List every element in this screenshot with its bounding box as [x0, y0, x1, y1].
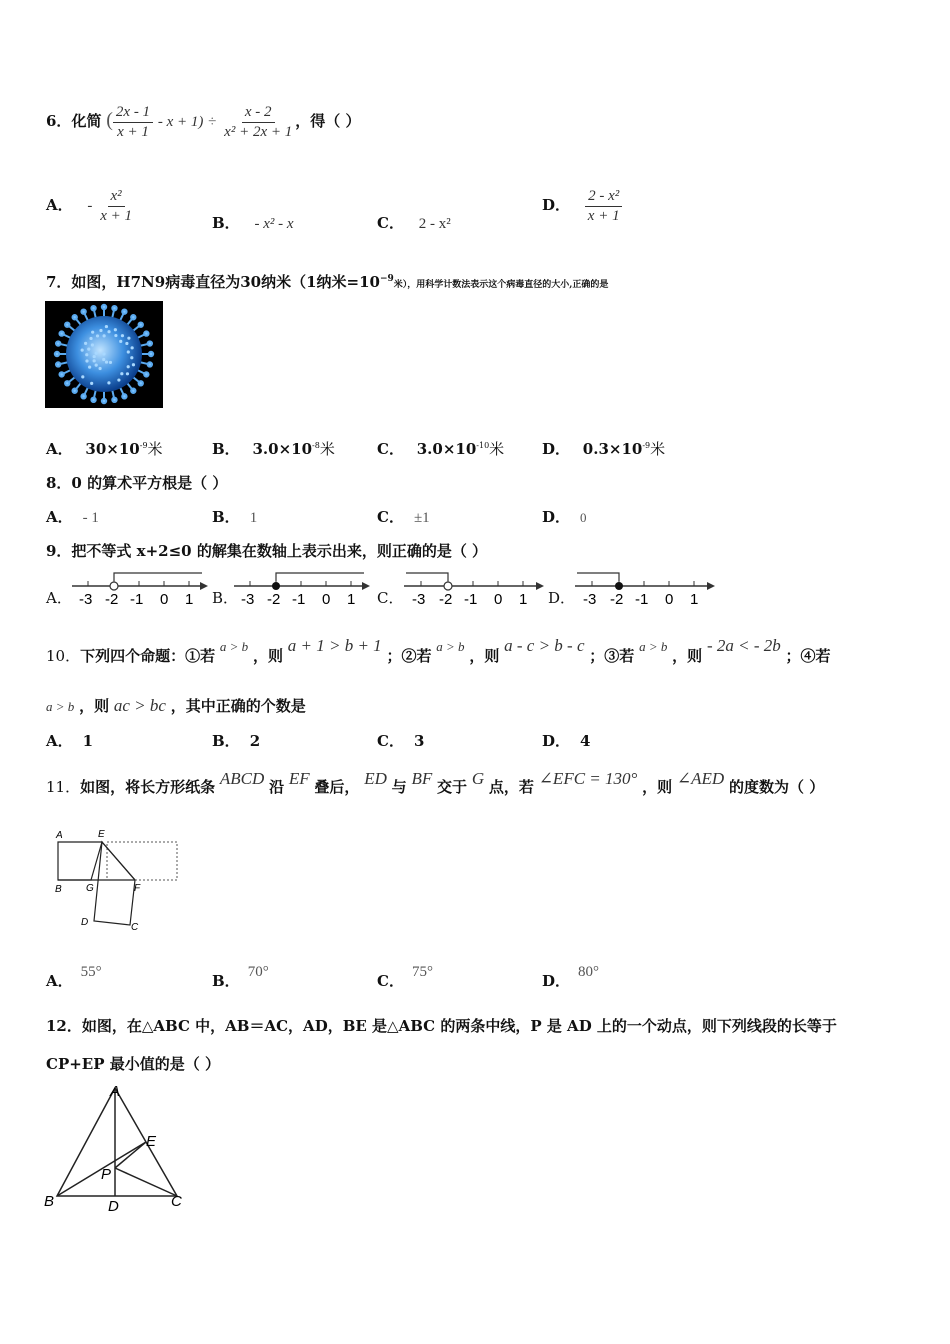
segment-pc: [115, 1168, 177, 1196]
virus-spike-tip: [148, 362, 152, 366]
q11-option-c[interactable]: C． 75°: [377, 964, 433, 990]
tick-label: -2: [439, 591, 453, 608]
virus-spike-tip: [65, 322, 69, 326]
tick-label: 0: [494, 591, 503, 608]
q6-fraction-2: $\frac{x - 2}{\text{x² + 2x + 1}}$: [224, 104, 293, 140]
virus-spike-tip: [144, 331, 148, 335]
virus-spike-tip: [72, 389, 76, 393]
tick-label: 0: [665, 591, 674, 608]
triangle-abc: [57, 1088, 177, 1196]
q7-option-a[interactable]: A． $30\times 10^{-9}$米: [46, 440, 163, 458]
closed-point: [272, 582, 280, 590]
virus-surface-dot: [102, 352, 105, 355]
virus-surface-dot: [93, 359, 96, 362]
virus-surface-dot: [127, 350, 130, 353]
virus-spike-tip: [91, 398, 95, 402]
q6-option-b[interactable]: B． - x² - x: [212, 214, 294, 232]
tick-label: -2: [267, 591, 281, 608]
label-a: A: [110, 1083, 121, 1100]
label-c: C: [171, 1193, 182, 1210]
virus-spike-tip: [144, 372, 148, 376]
tick-label: -1: [464, 591, 478, 608]
label-b: B: [55, 884, 62, 895]
virus-surface-dot: [99, 329, 102, 332]
virus-surface-dot: [114, 328, 117, 331]
virus-surface-dot: [132, 363, 135, 366]
q7-option-d[interactable]: D． $0.3\times 10^{-9}$米: [542, 440, 666, 458]
label-d: D: [108, 1198, 119, 1215]
tick-label: 1: [185, 591, 194, 608]
number-line-c[interactable]: [402, 566, 547, 608]
q8-option-b[interactable]: B． 1: [212, 508, 258, 526]
virus-spike-tip: [56, 341, 60, 345]
q6-option-c[interactable]: C． 2 - x²: [377, 214, 451, 232]
q10-option-a[interactable]: A． 1: [46, 732, 94, 750]
closed-point: [615, 582, 623, 590]
axis-arrow: [200, 582, 208, 590]
q8-option-d[interactable]: D． 0: [542, 508, 587, 526]
virus-surface-dot: [107, 381, 110, 384]
open-point: [110, 582, 118, 590]
q9-option-d-label[interactable]: D．: [548, 589, 576, 607]
tick-label: -3: [412, 591, 426, 608]
label-p: P: [101, 1166, 112, 1183]
virus-surface-dot: [87, 348, 90, 351]
virus-surface-dot: [121, 334, 124, 337]
virus-surface-dot: [91, 343, 94, 346]
virus-spike-tip: [131, 315, 135, 319]
rect-left-part: [58, 842, 102, 880]
virus-spike-tip: [102, 399, 106, 403]
q12-stem-line2: CP+EP 最小值的是（ ）: [46, 1055, 220, 1073]
virus-spike-tip: [122, 309, 126, 313]
virus-spike-tip: [112, 398, 116, 402]
q11-option-a[interactable]: A． 55°: [46, 964, 102, 990]
tick-label: 1: [519, 591, 528, 608]
virus-spike-tip: [131, 389, 135, 393]
q8-option-c[interactable]: C． ±1: [377, 508, 430, 526]
open-point: [444, 582, 452, 590]
virus-spike-tip: [59, 372, 63, 376]
tick-label: 0: [160, 591, 169, 608]
virus-surface-dot: [96, 334, 99, 337]
axis-arrow: [362, 582, 370, 590]
q6-fraction-1: $\frac{2x - 1}{x + 1}$: [113, 104, 153, 140]
q7-stem: 7．如图，H7N9病毒直径为30纳米（1纳米$=10^{-9}$米），用科学计数法表示这个病毒直径的大小,正确的是: [46, 273, 609, 291]
q10-stem-line2: a > b ，则 ac > bc ，其中正确的个数是: [46, 696, 306, 715]
label-e: E: [146, 1133, 157, 1150]
virus-surface-dot: [90, 382, 93, 385]
virus-surface-dot: [95, 364, 98, 367]
virus-spike-tip: [149, 352, 153, 356]
axis-arrow: [707, 582, 715, 590]
tick-label: 1: [690, 591, 699, 608]
solution-bracket: [276, 573, 364, 581]
original-strip-outline: [107, 842, 177, 880]
virus-surface-dot: [125, 342, 128, 345]
q6-stem: 6．化简 ( $\frac{2x - 1}{x + 1}$ - x + 1) ÷ $\frac{x - 2}{\text{x² + 2x + 1}}$ ，得（ ）: [46, 104, 361, 140]
tick-label: -1: [130, 591, 144, 608]
virus-spike-tip: [139, 322, 143, 326]
virus-surface-dot: [114, 334, 117, 337]
virus-surface-dot: [105, 325, 108, 328]
virus-spike-tip: [122, 394, 126, 398]
label-c: C: [131, 922, 139, 933]
virus-surface-dot: [103, 334, 106, 337]
virus-spike-tip: [139, 381, 143, 385]
q11-folded-paper-figure: [50, 826, 185, 936]
q10-option-c[interactable]: C． 3: [377, 732, 425, 750]
virus-surface-dot: [102, 358, 105, 361]
q11-option-d[interactable]: D． 80°: [542, 964, 600, 990]
q9-option-c-label[interactable]: C．: [377, 589, 404, 607]
virus-spike-tip: [81, 309, 85, 313]
q8-stem: 8．0 的算术平方根是（ ）: [46, 474, 228, 492]
q12-triangle-figure: [40, 1078, 190, 1218]
virus-surface-dot: [85, 353, 88, 356]
label-d: D: [81, 917, 89, 928]
label-g: G: [86, 883, 94, 894]
virus-spike-tip: [148, 341, 152, 345]
virus-surface-dot: [127, 337, 130, 340]
solution-bracket: [114, 573, 202, 581]
virus-surface-dot: [91, 331, 94, 334]
label-a: A: [56, 830, 63, 841]
number-line-b[interactable]: [232, 566, 372, 608]
virus-surface-dot: [81, 375, 84, 378]
virus-spike-tip: [59, 331, 63, 335]
virus-image: [45, 301, 163, 408]
virus-spike-tip: [72, 315, 76, 319]
number-line-a[interactable]: [70, 566, 210, 608]
virus-surface-dot: [99, 367, 102, 370]
virus-surface-dot: [88, 366, 91, 369]
segment-pe: [115, 1142, 146, 1168]
tick-label: 1: [347, 591, 356, 608]
tick-label: -3: [79, 591, 93, 608]
virus-surface-dot: [130, 356, 133, 359]
virus-surface-dot: [95, 352, 98, 355]
virus-surface-dot: [131, 346, 134, 349]
q7-option-c[interactable]: C． $3.0\times 10^{-10}$米: [377, 440, 505, 458]
virus-surface-dot: [126, 372, 129, 375]
label-f: F: [134, 883, 141, 894]
virus-surface-dot: [127, 365, 130, 368]
virus-surface-dot: [117, 378, 120, 381]
solution-bracket: [406, 573, 448, 581]
q6-option-a[interactable]: A． - $\frac{\text{x²}}{x + 1}$: [46, 188, 132, 224]
label-e: E: [98, 829, 105, 840]
tick-label: -1: [292, 591, 306, 608]
virus-surface-dot: [81, 349, 84, 352]
axis-arrow: [536, 582, 544, 590]
q8-option-a[interactable]: A． - 1: [46, 508, 99, 526]
virus-surface-dot: [107, 330, 110, 333]
virus-surface-dot: [93, 355, 96, 358]
solution-bracket: [577, 573, 619, 581]
q11-option-b[interactable]: B． 70°: [212, 964, 269, 990]
virus-spike-tip: [112, 306, 116, 310]
virus-spike-tip: [55, 352, 59, 356]
virus-spike-tip: [102, 305, 106, 309]
virus-surface-dot: [119, 340, 122, 343]
q12-stem-line1: 12．如图，在△ABC 中，AB＝AC，AD，BE 是△ABC 的两条中线，P 是 AD 上的一个动点，则下列线段的长等于: [46, 1017, 837, 1035]
tick-label: -1: [635, 591, 649, 608]
label-b: B: [44, 1193, 55, 1210]
q9-stem: 9．把不等式 x+2≤0 的解集在数轴上表示出来，则正确的是（ ）: [46, 542, 488, 560]
q7-option-b[interactable]: B． $3.0\times 10^{-8}$米: [212, 440, 335, 458]
q11-stem: 11．如图，将长方形纸条 ABCD 沿 EF 叠后， ED 与 BF 交于 G 点，若 ∠EFC = 130° ，则 ∠AED 的度数为（ ）: [46, 769, 825, 796]
virus-surface-dot: [89, 337, 92, 340]
virus-spike-tip: [91, 306, 95, 310]
q6-option-d[interactable]: D． $\frac{\text{2 - x²}}{x + 1}$: [542, 188, 623, 224]
number-line-d[interactable]: [573, 566, 718, 608]
tick-label: -3: [241, 591, 255, 608]
q9-option-b-label[interactable]: B．: [212, 589, 239, 607]
virus-surface-dot: [85, 359, 88, 362]
tick-label: -2: [105, 591, 119, 608]
q10-option-d[interactable]: D． 4: [542, 732, 591, 750]
virus-illustration: [45, 301, 163, 408]
virus-surface-dot: [120, 372, 123, 375]
folded-part: [94, 842, 135, 925]
virus-spike-tip: [56, 362, 60, 366]
q10-option-b[interactable]: B． 2: [212, 732, 261, 750]
tick-label: -2: [610, 591, 624, 608]
q9-option-a-label[interactable]: A．: [46, 589, 72, 607]
q10-stem-line1: 10．下列四个命题：①若 a > b ，则 a + 1 > b + 1 ；②若 a > b ，则 a - c > b - c ；③若 a > b ，则 - 2a < - 2b ；④若: [46, 636, 831, 665]
virus-spike-tip: [65, 381, 69, 385]
virus-surface-dot: [105, 360, 108, 363]
virus-spike-tip: [81, 394, 85, 398]
tick-label: -3: [583, 591, 597, 608]
virus-surface-dot: [84, 342, 87, 345]
virus-surface-dot: [109, 361, 112, 364]
tick-label: 0: [322, 591, 331, 608]
